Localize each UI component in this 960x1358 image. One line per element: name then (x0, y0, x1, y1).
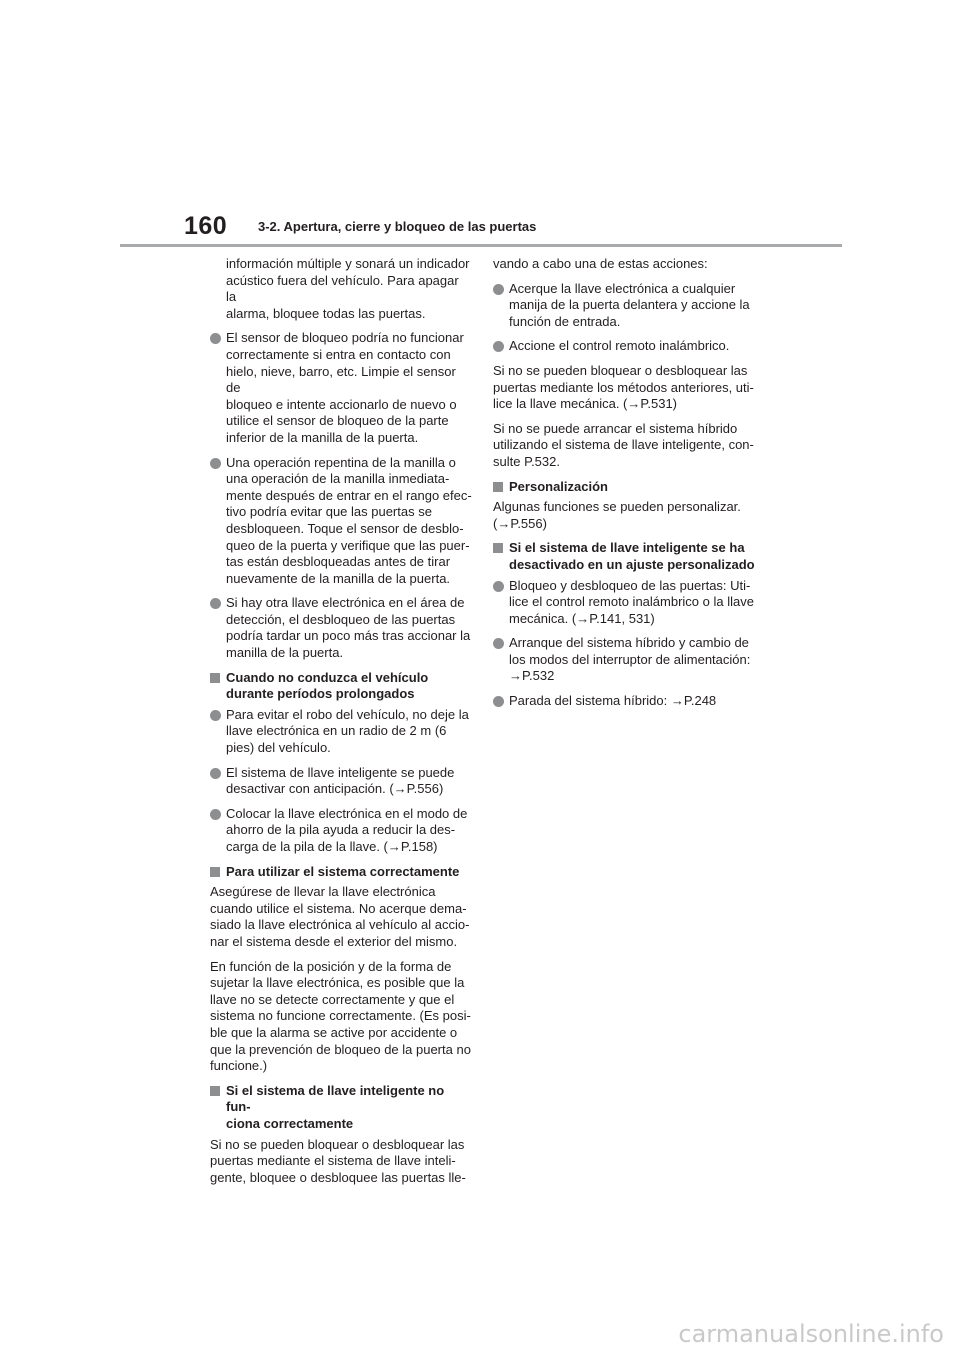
paragraph (493, 499, 755, 532)
section-heading (493, 479, 755, 496)
bullet-item (210, 765, 472, 798)
bullet-item (210, 455, 472, 588)
bullet-text: Para evitar el robo del vehículo, no deje la llave electrónica en un radio de 2 m (6 pies) del vehículo. (226, 706, 469, 756)
bullet-text: Colocar la llave electrónica en el modo de ahorro de la pila ayuda a reducir la des- carga de la pila de la llave. (→P.158) (226, 805, 468, 854)
paragraph-text: Si no se pueden bloquear o desbloquear las puertas mediante los métodos anteriores, uti- lice la llave mecánica. (→P.531) (493, 362, 754, 412)
heading-square-icon (210, 1086, 220, 1096)
paragraph (210, 884, 472, 950)
heading-square-icon (210, 867, 220, 877)
bullet-text: Arranque del sistema híbrido y cambio de los modos del interruptor de alimentación: →P.532 (509, 635, 751, 684)
paragraph (210, 959, 472, 1075)
heading-text: Cuando no conduzca el vehículo durante períodos prolongados (226, 669, 429, 702)
paragraph (493, 421, 755, 471)
section-title: 3-2. Apertura, cierre y bloqueo de las puertas (258, 219, 537, 234)
section-heading (493, 540, 755, 573)
heading-text: Para utilizar el sistema correctamente (226, 863, 460, 879)
bullet-dot-icon (210, 598, 221, 609)
bullet-text: Accione el control remoto inalámbrico. (509, 338, 730, 354)
heading-square-icon (493, 482, 503, 492)
bullet-text: Si hay otra llave electrónica en el área de detección, el desbloqueo de las puertas podría tardar un poco más tras accionar la manilla de la puerta. (226, 595, 471, 661)
section-heading (210, 864, 472, 881)
paragraph-text: Algunas funciones se pueden personalizar. (→P.556) (493, 499, 741, 531)
page-number: 160 (184, 212, 228, 240)
bullet-text: El sistema de llave inteligente se puede desactivar con anticipación. (→P.556) (226, 764, 455, 797)
section-heading (210, 670, 472, 703)
bullet-dot-icon (210, 333, 221, 344)
bullet-dot-icon (210, 809, 221, 820)
bullet-text: Parada del sistema híbrido: →P.248 (509, 693, 717, 709)
bullet-item (210, 595, 472, 661)
paragraph (210, 1137, 472, 1187)
bullet-text: Bloqueo y desbloqueo de las puertas: Uti- lice el control remoto inalámbrico o la llave mecánica. (→P.141, 531) (509, 577, 754, 626)
bullet-text: El sensor de bloqueo podría no funcionar correctamente si entra en contacto con hielo, nieve, barro, etc. Limpie el sensor de bloqueo e intente accionarlo de nuevo o utilice el sensor de bloqueo de la parte inferior de la manilla de la puerta. (226, 330, 464, 445)
paragraph-text: Si no se pueden bloquear o desbloquear las puertas mediante el sistema de llave inteli- gente, bloquee o desbloquee las puertas lle- (210, 1136, 466, 1185)
bullet-item (493, 578, 755, 628)
paragraph-text: Si no se puede arrancar el sistema híbrido utilizando el sistema de llave inteligente, con- sulte P.532. (493, 420, 754, 469)
bullet-item (210, 330, 472, 446)
bullet-dot-icon (210, 458, 221, 469)
bullet-item (493, 338, 755, 355)
section-heading (210, 1083, 472, 1133)
bullet-dot-icon (210, 710, 221, 721)
bullet-item (493, 635, 755, 685)
bullet-text: Acerque la llave electrónica a cualquier manija de la puerta delantera y accione la función de entrada. (509, 280, 750, 329)
heading-square-icon (210, 673, 220, 683)
bullet-dot-icon (210, 768, 221, 779)
bullet-dot-icon (493, 341, 504, 352)
paragraph-text: vando a cabo una de estas acciones: (493, 256, 708, 271)
left-column (210, 256, 472, 1194)
bullet-item (210, 707, 472, 757)
heading-text: Si el sistema de llave inteligente se ha desactivado en un ajuste personalizado (509, 540, 755, 572)
header-rule (120, 244, 842, 247)
heading-text: Si el sistema de llave inteligente no fun- ciona correctamente (226, 1082, 445, 1131)
paragraph-text: Asegúrese de llevar la llave electrónica cuando utilice el sistema. No acerque dema- siado la llave electrónica al vehículo al accio- nar el sistema desde el exterior del mismo. (210, 884, 470, 949)
right-column (493, 256, 755, 718)
bullet-text: Una operación repentina de la manilla o una operación de la manilla inmediata- mente después de entrar en el rango efec- tivo podría evitar que las puertas se desbloqueen. Toque el sensor de desblo- queo de la puerta y verifique que las puer- tas están desbloqueadas antes de tirar nuevamente de la manilla de la puerta. (226, 454, 472, 586)
bullet-item (493, 281, 755, 331)
watermark-text: carmanualsonline.info (678, 1320, 944, 1348)
paragraph-text: información múltiple y sonará un indicador acústico fuera del vehículo. Para apagar la alarma, bloquee todas las puertas. (226, 256, 470, 321)
bullet-item (493, 693, 755, 710)
bullet-dot-icon (493, 638, 504, 649)
paragraph (493, 256, 755, 273)
continued-paragraph (226, 256, 472, 322)
bullet-dot-icon (493, 284, 504, 295)
heading-square-icon (493, 543, 503, 553)
bullet-dot-icon (493, 581, 504, 592)
paragraph-text: En función de la posición y de la forma de sujetar la llave electrónica, es posible que la llave no se detecte correctamente y que el sistema no funcione correctamente. (Es posi- ble que la alarma se active por accidente o que la prevención de bloqueo de la puerta no funcione.) (210, 958, 471, 1074)
heading-text: Personalización (509, 478, 608, 494)
paragraph (493, 363, 755, 413)
bullet-item (210, 806, 472, 856)
bullet-dot-icon (493, 696, 504, 707)
